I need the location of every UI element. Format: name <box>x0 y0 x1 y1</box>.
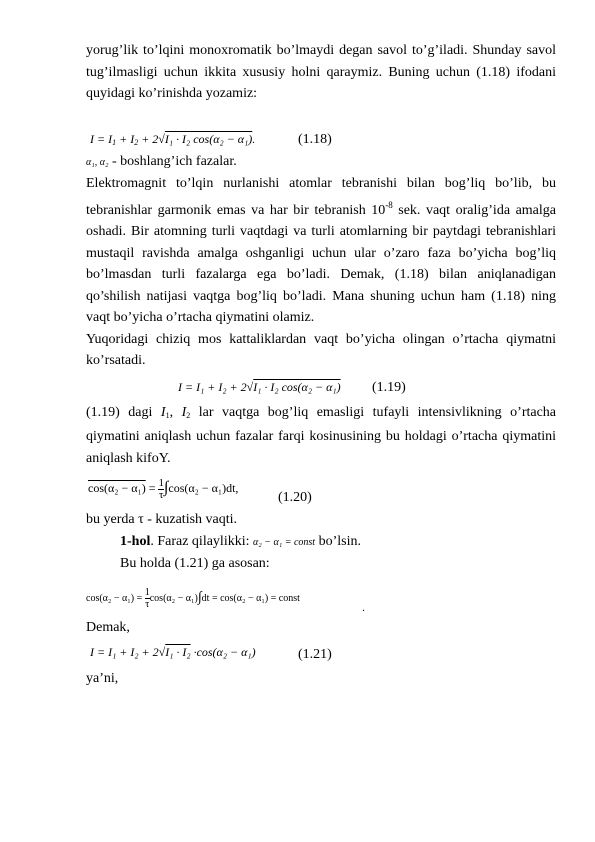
formula-text: I = I <box>90 131 113 146</box>
paragraph-text: sek. vaqt oralig’ida amalga oshadi. Bir atomning turli vaqtdagi va turli atomlarning bir paytdagi tebranishlari mustaqil ravishda amalga oshganligi uchun ular o’zaro faza bo’yicha bog’liq bo’lmasdan turli fazalarga ega bo’ladi. Demak, (1.18) bilan aniqlanadigan qo’shilish natijasi vaqtga bog’liq bo’ladi. Mana shuning uchun ham (1.18) ning vaqt bo’yicha o’rtacha qiymatini olamiz. <box>86 202 556 325</box>
formula-1-18-expression: $I = I_1 + I_2 + 2√I_1 \cdot I_2$ cos(α₂ − α₁). <box>90 131 256 147</box>
paragraph-according: Bu holda (1.21) ga asosan: <box>120 556 270 571</box>
formula-lhs: cos(α₂ − α₁) <box>88 481 146 495</box>
formula-rhs: dt = cos(α₂ − α₁) = const <box>201 592 300 604</box>
paragraph-text: . Faraz qilaylikki: <box>150 533 253 549</box>
formula-sub: 2 <box>134 137 139 147</box>
formula-case-expression <box>86 587 300 610</box>
case-label: 1-hol <box>120 533 151 549</box>
paragraph-text: Elektromagnit to’lqin nurlanishi atomlar tebranishi bilan bog’liq bo’lib, bu tebranishlar garmonik emas va har bir tebranish 10 <box>86 176 556 218</box>
formula-number: (1.18) <box>298 131 332 147</box>
document-page <box>86 40 556 690</box>
formula-dot: . <box>362 599 365 614</box>
paragraph-text: lar vaqtga bog’liq emasligi tufayli intensivlikning o’rtacha qiymatini aniqlash uchun fazalar farqi kosinusining bu holdagi o’rtacha qiymatini aniqlash kifoY. <box>86 404 557 466</box>
formula-text: + 2 <box>138 131 159 146</box>
formula-sub: 1 <box>112 137 117 147</box>
formula-number: (1.19) <box>372 379 406 395</box>
formula-lhs: cos(α₂ − α₁) = <box>86 592 145 604</box>
paragraph-1-19-explanation <box>86 402 556 470</box>
formula-text: cos(α₂ − α₁) <box>149 592 198 604</box>
formula-1-20 <box>86 469 556 509</box>
formula-1-21-expression: I = I₁ + I₂ + 2√I₁ · I₂ ·cos(α₂ − α₁) <box>90 645 256 659</box>
integral-sign: ∫ <box>197 589 202 605</box>
formula-cos: cos(α₂ − α₁) <box>278 379 341 394</box>
formula-text: = <box>145 481 159 495</box>
paragraph-text: bo’lsin. <box>315 533 361 549</box>
formula-1-19-expression: I = I₁ + I₂ + 2√I₁ · I₂ cos(α₂ − α₁) <box>178 379 341 394</box>
spacer <box>86 105 556 125</box>
phases-symbols: α₁, α₂ <box>86 156 109 168</box>
formula-text: I = I₁ + I₂ + 2 <box>90 645 159 659</box>
symbol-sub: 1 <box>165 410 170 420</box>
formula-1-18 <box>86 125 556 155</box>
paragraph-yani: ya’ni, <box>86 671 119 686</box>
symbol-i1: I <box>160 404 166 420</box>
formula-text: + I <box>116 131 135 146</box>
formula-cos: ·cos(α₂ − α₁) <box>190 645 256 659</box>
fraction-denominator: τ <box>159 488 164 501</box>
formula-1-21 <box>86 638 556 668</box>
formula-1-19 <box>86 372 556 402</box>
formula-1-20-expression <box>88 477 238 501</box>
paragraph-case-1 <box>86 531 556 554</box>
formula-radicand: I₁ · I₂ <box>164 131 191 146</box>
fraction-denominator: τ <box>145 598 150 610</box>
formula-dot: . <box>252 131 256 146</box>
formula-radicand: I₁ · I₂ <box>253 379 279 394</box>
integral-sign: ∫ <box>163 479 169 496</box>
formula-number: (1.21) <box>298 647 332 662</box>
formula-rhs: cos(α₂ − α₁)dt, <box>168 481 239 495</box>
exponent: -8 <box>385 199 393 210</box>
paragraph-intro: yorug’lik to’lqini monoxromatik bo’lmaydi degan savol to’g’iladi. Shunday savol tug’ilmasligi uchun ikkita xususiy holni qaraymiz. Buning uchun (1.18) ifodani quyidagi ko’rinishda yozamiz: <box>86 43 556 101</box>
paragraph-electromagnetic <box>86 173 556 329</box>
paragraph-text: (1.19) dagi <box>86 404 161 420</box>
fraction-numerator: 1 <box>144 586 150 598</box>
formula-radicand: I₁ · I₂ <box>165 645 191 659</box>
symbol-sub: 2 <box>186 410 191 420</box>
fraction-numerator: 1 <box>158 476 164 489</box>
paragraph-average: Yuqoridagi chiziq mos kattaliklardan vaqt bo’yicha olingan o’rtacha qiymatni ko’rsatadi. <box>86 331 556 368</box>
paragraph-text: , <box>169 404 182 420</box>
formula-number: (1.20) <box>278 490 312 505</box>
paragraph-demak: Demak, <box>86 619 130 635</box>
paragraph-tau: bu yerda τ - kuzatish vaqti. <box>86 512 238 527</box>
case-condition: α₂ − α₁ = const <box>253 536 316 548</box>
phases-note-text: - boshlang’ich fazalar. <box>111 153 237 169</box>
formula-case-1 <box>86 575 556 617</box>
formula-text: I = I₁ + I₂ + 2 <box>178 379 247 394</box>
symbol-i2: I <box>181 404 187 420</box>
formula-cos: cos(α₂ − α₁) <box>190 131 253 146</box>
